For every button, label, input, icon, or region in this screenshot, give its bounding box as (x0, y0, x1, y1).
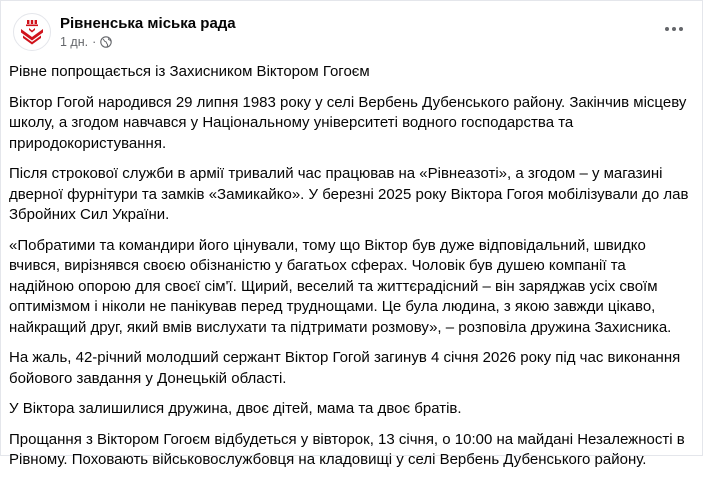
globe-icon (100, 36, 112, 48)
post-body (9, 62, 689, 481)
meta-separator: · (92, 34, 97, 49)
post-paragraph: «Побратими та командири його цінували, тому що Віктор був дуже відповідальний, швидко вчився, вирізнявся своєю обізнаністю у багатьох сферах. Чоловік був душею компанії та надійною опорою для своєї сім'ї. Щирий, веселий та життєрадісний – він заряджав усіх своїм оптимізмом і ніколи не панікував перед труднощами. Це була людина, з якою завжди цікаво, найкращий друг, який вмів вислухати та підтримати розмову», – розповіла дружина Захисника. (9, 236, 672, 336)
page-avatar[interactable] (13, 13, 51, 51)
post-paragraph: У Віктора залишилися дружина, двоє дітей, мама та двоє братів. (9, 400, 462, 417)
post-subline (60, 34, 236, 51)
post-header (13, 11, 236, 53)
post-options-button[interactable] (660, 19, 688, 39)
post-paragraph: Після строкової служби в армії тривалий час працював на «Рівнеазоті», а згодом – у магазині дверної фурнітури та замків «Замикайко». У березні 2025 року Віктора Гогоя мобілізували до лав Збройних Сил України. (9, 165, 689, 223)
post-paragraph-title: Рівне попрощається із Захисником Віктором Гогоєм (9, 63, 370, 80)
post-paragraph: Віктор Гогой народився 29 липня 1983 року у селі Вербень Дубенського району. Закінчив місцеву школу, а згодом навчався у Національному університеті водного господарства та природокористування. (9, 93, 687, 152)
more-horizontal-icon (664, 26, 684, 32)
post-meta (60, 14, 236, 51)
post-timestamp[interactable]: 1 дн. (60, 34, 89, 49)
post-paragraph: На жаль, 42-річний молодший сержант Віктор Гогой загинув 4 січня 2026 року під час виконання бойового завдання у Донецькій області. (9, 349, 681, 387)
rivne-coat-of-arms-icon (17, 17, 47, 47)
post-paragraph: Прощання з Віктором Гогоєм відбудеться у вівторок, 13 січня, о 10:00 на майдані Незалежності в Рівному. Поховають військовослужбовця на кладовищі у селі Вербень Дубенського району. (9, 430, 685, 468)
page-name-link[interactable]: Рівненська міська рада (60, 14, 236, 32)
